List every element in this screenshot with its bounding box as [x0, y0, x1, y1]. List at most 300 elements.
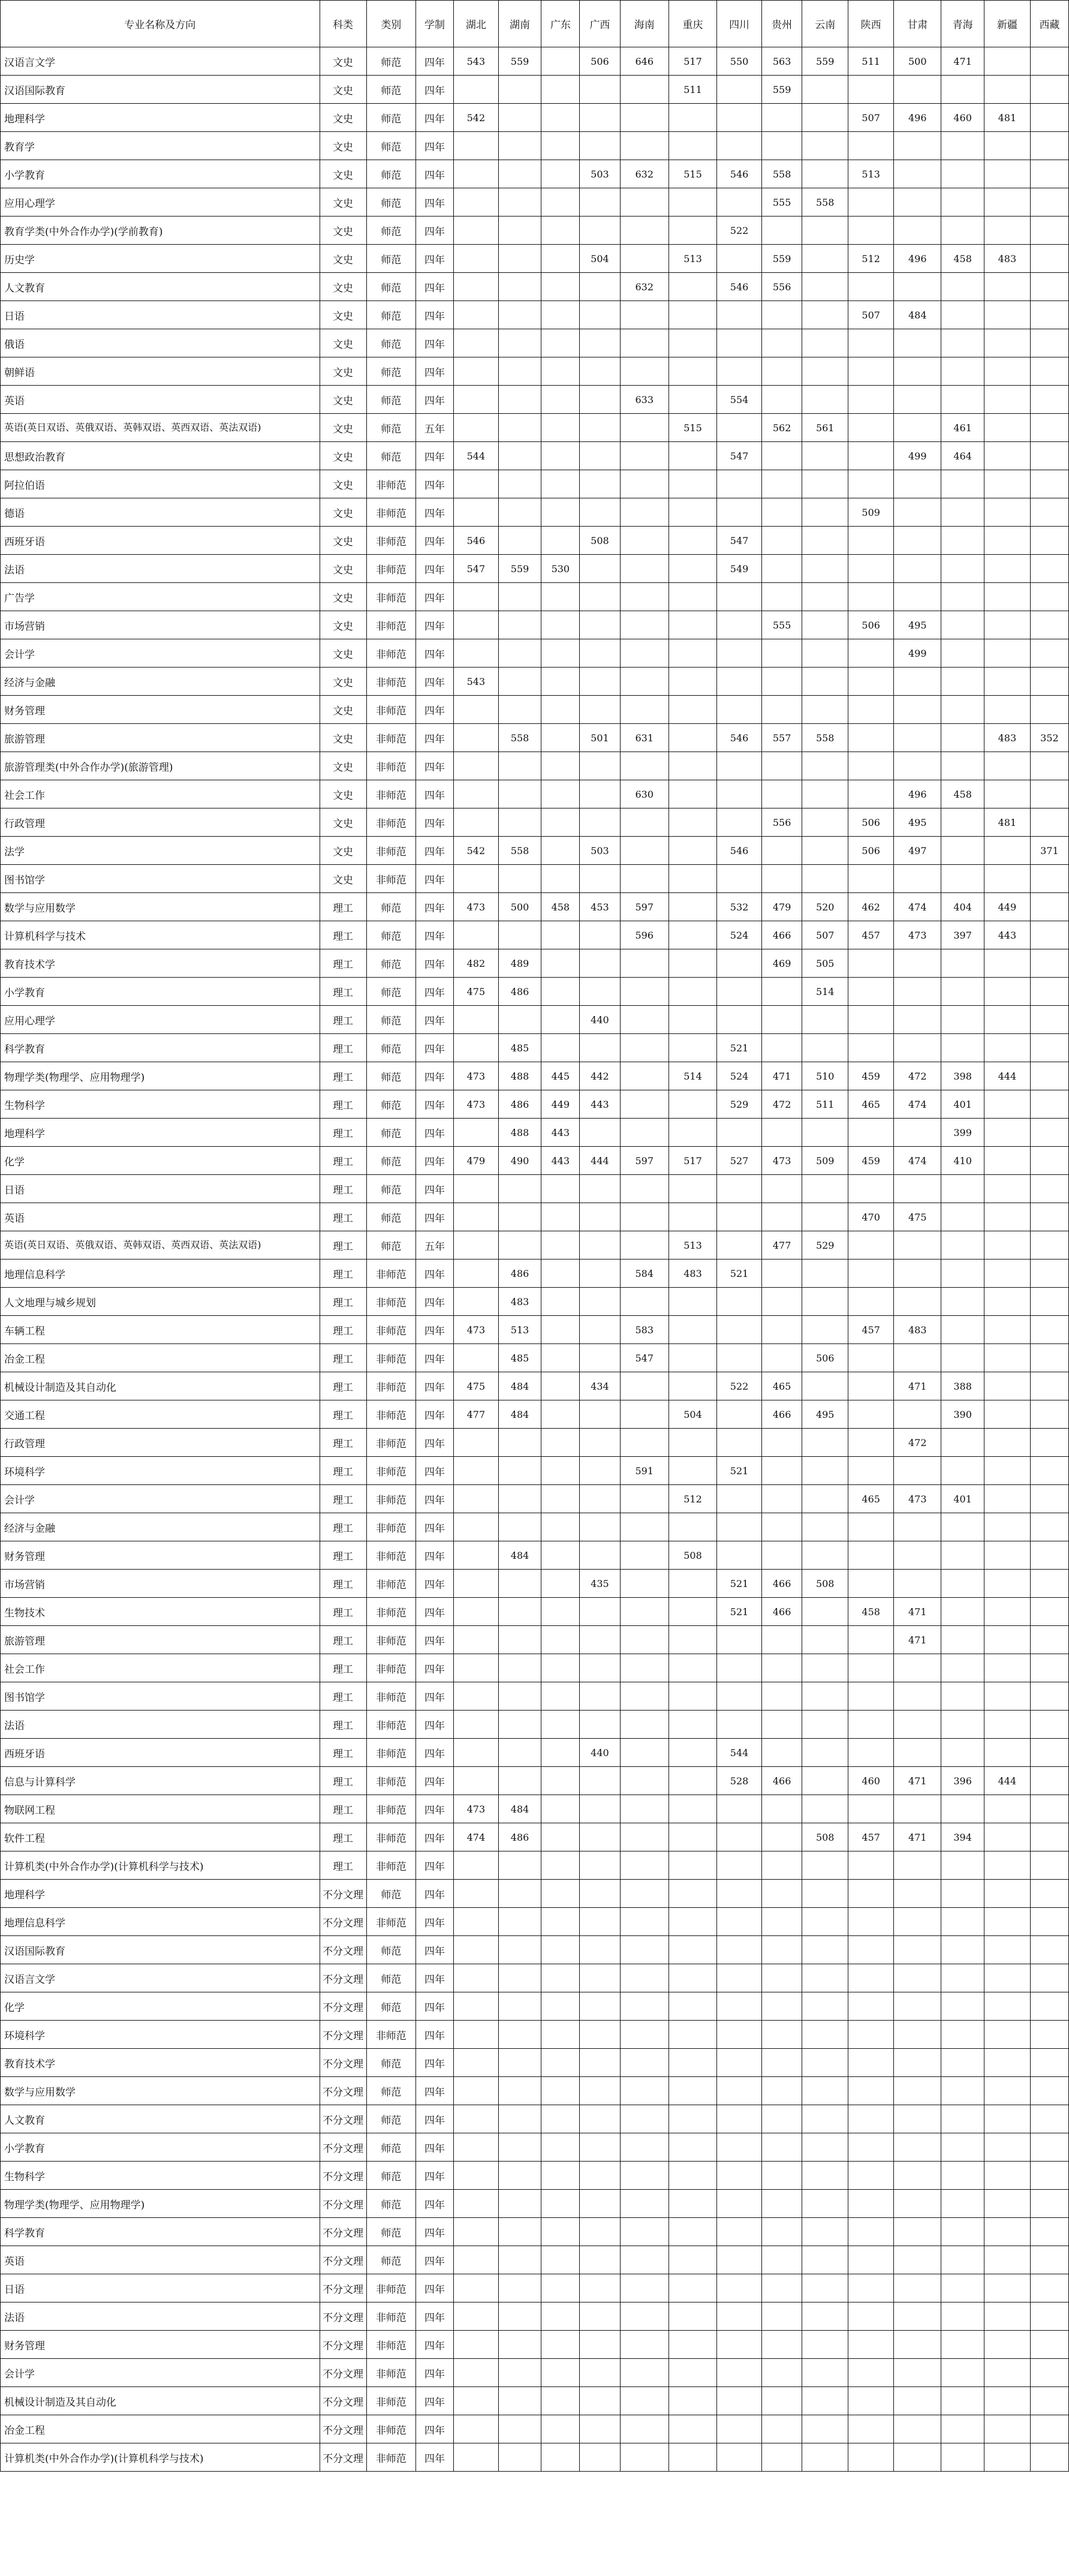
score-cell: [541, 1175, 580, 1203]
score-cell: [761, 442, 802, 470]
score-cell: [580, 1288, 620, 1316]
score-cell: [580, 1908, 620, 1936]
score-cell: [894, 1682, 941, 1711]
subject-category-cell: 不分文理: [320, 1992, 366, 2021]
table-row: [1, 1203, 1069, 1231]
score-cell: [541, 2049, 580, 2077]
score-cell: [717, 1429, 762, 1457]
table-row: [1, 1316, 1069, 1344]
score-cell: [453, 1513, 498, 1541]
score-cell: [848, 2303, 894, 2331]
table-row: [1, 949, 1069, 978]
score-cell: [984, 498, 1030, 527]
score-cell: 488: [498, 1062, 541, 1090]
score-cell: [1030, 329, 1068, 357]
score-cell: [1030, 2387, 1068, 2415]
score-cell: [541, 1711, 580, 1739]
subject-category-cell: 文史: [320, 273, 366, 301]
score-cell: 482: [453, 949, 498, 978]
score-cell: 459: [848, 1147, 894, 1175]
table-row: [1, 583, 1069, 611]
score-cell: [717, 2387, 762, 2415]
score-cell: [668, 2246, 716, 2274]
score-cell: [848, 555, 894, 583]
subject-category-cell: 文史: [320, 837, 366, 865]
score-cell: [802, 1767, 848, 1795]
score-cell: [541, 2133, 580, 2162]
score-cell: [541, 470, 580, 498]
subject-category-cell: 理工: [320, 1090, 366, 1119]
score-cell: [984, 611, 1030, 639]
program-type-cell: 师范: [366, 2246, 415, 2274]
score-cell: [620, 301, 668, 329]
score-cell: [668, 2162, 716, 2190]
score-cell: [802, 1682, 848, 1711]
score-cell: [941, 2274, 984, 2303]
table-row: [1, 1682, 1069, 1711]
score-cell: [498, 2190, 541, 2218]
table-row: [1, 1541, 1069, 1570]
program-type-cell: 师范: [366, 47, 415, 76]
score-cell: [941, 1457, 984, 1485]
duration-cell: 四年: [416, 245, 454, 273]
score-cell: [984, 527, 1030, 555]
score-cell: 554: [717, 386, 762, 414]
score-cell: [802, 1175, 848, 1203]
score-cell: 471: [894, 1372, 941, 1400]
table-row: [1, 1739, 1069, 1767]
score-cell: 466: [761, 1400, 802, 1429]
score-cell: [498, 2415, 541, 2443]
score-cell: 514: [802, 978, 848, 1006]
score-cell: 512: [848, 245, 894, 273]
score-cell: [580, 2387, 620, 2415]
score-cell: 558: [802, 724, 848, 752]
score-cell: [1030, 1964, 1068, 1992]
score-cell: [848, 1541, 894, 1570]
duration-cell: 四年: [416, 1541, 454, 1570]
score-cell: 485: [498, 1034, 541, 1062]
score-cell: [541, 1823, 580, 1851]
score-cell: 484: [498, 1372, 541, 1400]
subject-category-cell: 理工: [320, 1175, 366, 1203]
score-cell: [984, 2133, 1030, 2162]
score-cell: [580, 2443, 620, 2472]
score-cell: [717, 245, 762, 273]
score-cell: 513: [668, 245, 716, 273]
table-row: [1, 104, 1069, 132]
score-cell: [802, 273, 848, 301]
score-cell: [894, 1880, 941, 1908]
score-cell: [620, 217, 668, 245]
score-cell: [541, 1880, 580, 1908]
score-cell: [580, 1260, 620, 1288]
score-cell: 410: [941, 1147, 984, 1175]
score-cell: [894, 1570, 941, 1598]
score-cell: 562: [761, 414, 802, 442]
score-cell: [848, 442, 894, 470]
score-cell: 559: [761, 245, 802, 273]
score-cell: 511: [668, 76, 716, 104]
subject-category-cell: 文史: [320, 865, 366, 893]
score-cell: [668, 386, 716, 414]
score-cell: [453, 2218, 498, 2246]
score-cell: [498, 639, 541, 668]
score-cell: [541, 639, 580, 668]
score-cell: [848, 696, 894, 724]
score-cell: [761, 498, 802, 527]
score-cell: [894, 1457, 941, 1485]
score-cell: [761, 2274, 802, 2303]
score-cell: [580, 639, 620, 668]
score-cell: [717, 2359, 762, 2387]
score-cell: [668, 527, 716, 555]
table-row: [1, 752, 1069, 780]
score-cell: [498, 1429, 541, 1457]
major-name-cell: 阿拉伯语: [1, 470, 320, 498]
score-cell: [941, 76, 984, 104]
table-row: [1, 386, 1069, 414]
program-type-cell: 非师范: [366, 1795, 415, 1823]
score-cell: [894, 1964, 941, 1992]
program-type-cell: 非师范: [366, 1344, 415, 1372]
duration-cell: 四年: [416, 329, 454, 357]
table-row: [1, 357, 1069, 386]
score-cell: [541, 1231, 580, 1260]
major-name-cell: 德语: [1, 498, 320, 527]
score-cell: [580, 2105, 620, 2133]
score-cell: [668, 611, 716, 639]
major-name-cell: 旅游管理: [1, 1626, 320, 1654]
score-cell: 465: [761, 1372, 802, 1400]
score-cell: [717, 470, 762, 498]
score-cell: 547: [717, 442, 762, 470]
subject-category-cell: 文史: [320, 245, 366, 273]
program-type-cell: 非师范: [366, 1316, 415, 1344]
score-cell: [498, 1767, 541, 1795]
score-cell: [1030, 1823, 1068, 1851]
score-cell: [802, 1851, 848, 1880]
score-cell: [984, 132, 1030, 160]
score-cell: [848, 780, 894, 808]
score-cell: [1030, 1260, 1068, 1288]
duration-cell: 四年: [416, 1034, 454, 1062]
major-name-cell: 物理学类(物理学、应用物理学): [1, 2190, 320, 2218]
header-cell: 类别: [366, 1, 415, 47]
score-cell: [761, 2105, 802, 2133]
score-cell: [894, 949, 941, 978]
score-cell: [717, 1119, 762, 1147]
score-cell: 496: [894, 245, 941, 273]
score-cell: [984, 1090, 1030, 1119]
score-cell: [802, 752, 848, 780]
major-name-cell: 法语: [1, 2303, 320, 2331]
score-cell: [984, 1513, 1030, 1541]
major-name-cell: 图书馆学: [1, 1682, 320, 1711]
score-cell: [802, 470, 848, 498]
subject-category-cell: 理工: [320, 1429, 366, 1457]
score-cell: 503: [580, 837, 620, 865]
score-cell: [848, 2274, 894, 2303]
major-name-cell: 西班牙语: [1, 527, 320, 555]
score-cell: [848, 583, 894, 611]
score-cell: [941, 639, 984, 668]
score-cell: [541, 668, 580, 696]
score-cell: [802, 2021, 848, 2049]
major-name-cell: 教育学: [1, 132, 320, 160]
program-type-cell: 非师范: [366, 1457, 415, 1485]
score-cell: [1030, 1400, 1068, 1429]
score-cell: [620, 2021, 668, 2049]
major-name-cell: 汉语言文学: [1, 47, 320, 76]
score-cell: [941, 2049, 984, 2077]
score-cell: [984, 1936, 1030, 1964]
score-cell: [761, 2303, 802, 2331]
score-cell: 473: [453, 1090, 498, 1119]
score-cell: [453, 1429, 498, 1457]
score-cell: [941, 696, 984, 724]
score-cell: [984, 1908, 1030, 1936]
score-cell: [453, 752, 498, 780]
score-cell: [802, 1034, 848, 1062]
score-cell: [453, 160, 498, 188]
score-cell: [984, 1880, 1030, 1908]
score-cell: [941, 273, 984, 301]
score-cell: 521: [717, 1034, 762, 1062]
score-cell: [941, 329, 984, 357]
major-name-cell: 小学教育: [1, 978, 320, 1006]
score-cell: [848, 2021, 894, 2049]
score-cell: [848, 949, 894, 978]
score-cell: [984, 217, 1030, 245]
major-name-cell: 地理科学: [1, 1880, 320, 1908]
score-cell: [802, 2359, 848, 2387]
major-name-cell: 旅游管理: [1, 724, 320, 752]
score-cell: [668, 273, 716, 301]
table-row: [1, 498, 1069, 527]
score-cell: [668, 188, 716, 217]
score-cell: [802, 2218, 848, 2246]
score-cell: [894, 1119, 941, 1147]
score-cell: [941, 2105, 984, 2133]
duration-cell: 四年: [416, 696, 454, 724]
subject-category-cell: 文史: [320, 47, 366, 76]
score-cell: [620, 583, 668, 611]
score-cell: [941, 160, 984, 188]
score-cell: [620, 1992, 668, 2021]
score-cell: [580, 2190, 620, 2218]
score-cell: [717, 2133, 762, 2162]
score-cell: [717, 2021, 762, 2049]
score-cell: [1030, 1598, 1068, 1626]
duration-cell: 四年: [416, 949, 454, 978]
score-cell: [541, 301, 580, 329]
major-name-cell: 小学教育: [1, 160, 320, 188]
score-cell: [984, 2246, 1030, 2274]
score-cell: [761, 1541, 802, 1570]
subject-category-cell: 理工: [320, 1513, 366, 1541]
score-cell: [498, 611, 541, 639]
score-cell: [717, 1344, 762, 1372]
subject-category-cell: 理工: [320, 949, 366, 978]
duration-cell: 四年: [416, 2387, 454, 2415]
score-cell: [620, 1570, 668, 1598]
program-type-cell: 非师范: [366, 780, 415, 808]
score-cell: [668, 442, 716, 470]
duration-cell: 四年: [416, 2049, 454, 2077]
score-cell: 506: [848, 837, 894, 865]
score-cell: [761, 1288, 802, 1316]
duration-cell: 四年: [416, 865, 454, 893]
score-cell: [453, 2049, 498, 2077]
score-cell: [668, 2105, 716, 2133]
score-cell: [498, 1570, 541, 1598]
table-row: [1, 555, 1069, 583]
score-cell: 547: [717, 527, 762, 555]
score-cell: [802, 442, 848, 470]
score-cell: [1030, 1203, 1068, 1231]
major-name-cell: 财务管理: [1, 1541, 320, 1570]
score-cell: 522: [717, 217, 762, 245]
duration-cell: 四年: [416, 2331, 454, 2359]
table-row: [1, 132, 1069, 160]
table-row: [1, 611, 1069, 639]
score-cell: [894, 188, 941, 217]
score-cell: [668, 1964, 716, 1992]
score-cell: 486: [498, 1260, 541, 1288]
score-cell: [802, 1908, 848, 1936]
table-row: [1, 2331, 1069, 2359]
score-cell: [802, 1485, 848, 1513]
score-cell: [894, 1034, 941, 1062]
table-row: [1, 1964, 1069, 1992]
score-cell: [541, 1400, 580, 1429]
score-cell: [453, 780, 498, 808]
score-cell: [453, 1034, 498, 1062]
score-cell: [668, 1626, 716, 1654]
score-cell: [1030, 498, 1068, 527]
duration-cell: 四年: [416, 555, 454, 583]
score-cell: 504: [668, 1400, 716, 1429]
subject-category-cell: 不分文理: [320, 2133, 366, 2162]
score-cell: [717, 1288, 762, 1316]
score-cell: [498, 583, 541, 611]
score-cell: [848, 1119, 894, 1147]
score-cell: 474: [894, 893, 941, 921]
score-cell: [984, 1964, 1030, 1992]
score-cell: [668, 1795, 716, 1823]
score-cell: [580, 1936, 620, 1964]
score-cell: [848, 1936, 894, 1964]
score-cell: 517: [668, 47, 716, 76]
score-cell: 388: [941, 1372, 984, 1400]
score-cell: [848, 2331, 894, 2359]
subject-category-cell: 不分文理: [320, 2331, 366, 2359]
duration-cell: 四年: [416, 2303, 454, 2331]
score-cell: [894, 2049, 941, 2077]
subject-category-cell: 不分文理: [320, 2303, 366, 2331]
major-name-cell: 财务管理: [1, 696, 320, 724]
score-cell: 543: [453, 47, 498, 76]
score-cell: [894, 555, 941, 583]
score-cell: [453, 2331, 498, 2359]
score-cell: [580, 386, 620, 414]
score-cell: [984, 1682, 1030, 1711]
score-cell: 401: [941, 1485, 984, 1513]
score-cell: [802, 668, 848, 696]
program-type-cell: 师范: [366, 949, 415, 978]
score-cell: 489: [498, 949, 541, 978]
score-cell: 558: [498, 724, 541, 752]
score-cell: 515: [668, 414, 716, 442]
score-cell: [984, 1711, 1030, 1739]
score-cell: [453, 1457, 498, 1485]
score-cell: [498, 527, 541, 555]
major-name-cell: 会计学: [1, 2359, 320, 2387]
score-cell: [498, 1513, 541, 1541]
score-cell: [498, 2105, 541, 2133]
score-cell: [498, 921, 541, 949]
subject-category-cell: 文史: [320, 188, 366, 217]
score-cell: [498, 188, 541, 217]
score-cell: [941, 2303, 984, 2331]
score-cell: [668, 555, 716, 583]
score-cell: [453, 1344, 498, 1372]
score-cell: [580, 1119, 620, 1147]
score-cell: [620, 1062, 668, 1090]
score-cell: [848, 1992, 894, 2021]
score-cell: [620, 1936, 668, 1964]
score-cell: [848, 2077, 894, 2105]
score-cell: [1030, 1485, 1068, 1513]
score-cell: [453, 1231, 498, 1260]
subject-category-cell: 不分文理: [320, 2246, 366, 2274]
score-cell: [761, 1260, 802, 1288]
major-name-cell: 数学与应用数学: [1, 893, 320, 921]
score-cell: [620, 2162, 668, 2190]
duration-cell: 五年: [416, 414, 454, 442]
score-cell: [717, 104, 762, 132]
score-cell: [668, 1767, 716, 1795]
program-type-cell: 非师范: [366, 2415, 415, 2443]
score-cell: [984, 2387, 1030, 2415]
duration-cell: 四年: [416, 2162, 454, 2190]
score-cell: [761, 2387, 802, 2415]
score-cell: [761, 1682, 802, 1711]
score-cell: [498, 1598, 541, 1626]
program-type-cell: 非师范: [366, 1739, 415, 1767]
major-name-cell: 化学: [1, 1992, 320, 2021]
duration-cell: 四年: [416, 752, 454, 780]
table-row: [1, 217, 1069, 245]
score-cell: [453, 386, 498, 414]
score-cell: [1030, 301, 1068, 329]
score-cell: [761, 470, 802, 498]
score-cell: [894, 1260, 941, 1288]
score-cell: 486: [498, 1090, 541, 1119]
score-cell: 506: [848, 808, 894, 837]
score-cell: [620, 1626, 668, 1654]
score-cell: [541, 1485, 580, 1513]
subject-category-cell: 不分文理: [320, 1908, 366, 1936]
subject-category-cell: 理工: [320, 1231, 366, 1260]
score-cell: [668, 1739, 716, 1767]
score-cell: [541, 329, 580, 357]
major-name-cell: 信息与计算科学: [1, 1767, 320, 1795]
score-cell: [620, 639, 668, 668]
table-header: [1, 1, 1069, 47]
score-cell: [620, 1231, 668, 1260]
